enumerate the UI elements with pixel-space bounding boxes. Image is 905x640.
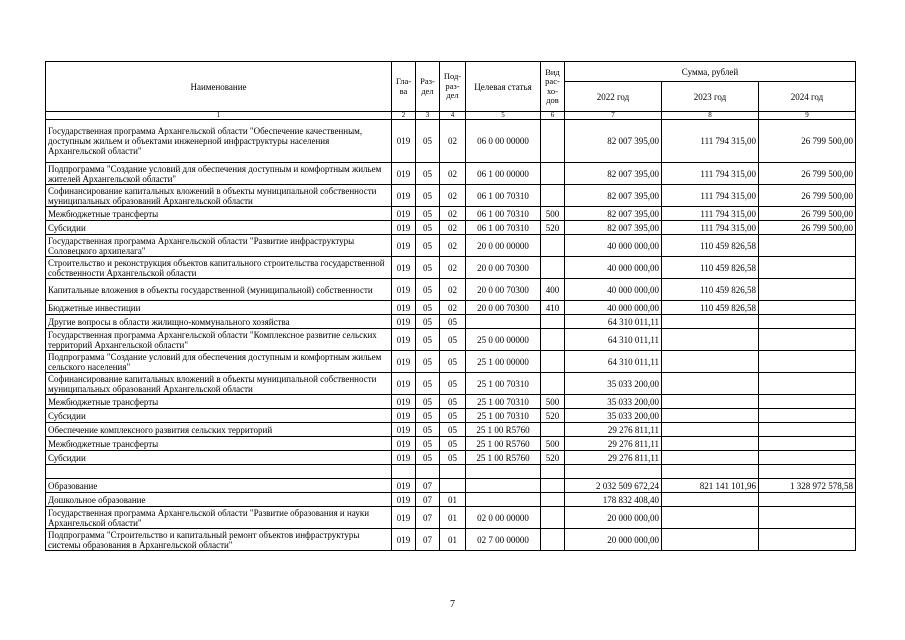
- row-chapter: [392, 465, 416, 479]
- row-section: 07: [416, 507, 440, 529]
- column-index: 1: [46, 112, 392, 120]
- row-section: 05: [416, 409, 440, 423]
- table-row: [46, 301, 856, 315]
- row-sum-2022: 20 000 000,00: [565, 529, 662, 551]
- row-sum-2022: [565, 465, 662, 479]
- row-sum-2023: [662, 507, 759, 529]
- row-name: Бюджетные инвестиции: [46, 301, 392, 315]
- table-row: [46, 279, 856, 301]
- row-sum-2022: 29 276 811,11: [565, 451, 662, 465]
- row-sum-2023: [662, 465, 759, 479]
- row-sum-2022: 82 007 395,00: [565, 221, 662, 235]
- row-section: 07: [416, 479, 440, 493]
- row-sum-2023: 110 459 826,58: [662, 279, 759, 301]
- row-sum-2023: 110 459 826,58: [662, 235, 759, 257]
- row-sum-2022: 64 310 011,11: [565, 329, 662, 351]
- row-name: Межбюджетные трансферты: [46, 207, 392, 221]
- table-row: [46, 315, 856, 329]
- row-sum-2023: 111 794 315,00: [662, 185, 759, 207]
- row-subsection: 01: [440, 493, 466, 507]
- row-sum-2023: 111 794 315,00: [662, 207, 759, 221]
- row-expense-type: 520: [541, 409, 565, 423]
- row-chapter: 019: [392, 207, 416, 221]
- row-subsection: 05: [440, 409, 466, 423]
- row-chapter: 019: [392, 185, 416, 207]
- row-chapter: 019: [392, 257, 416, 279]
- row-sum-2024: [759, 279, 856, 301]
- row-sum-2024: [759, 465, 856, 479]
- row-section: 05: [416, 315, 440, 329]
- table-row: [46, 373, 856, 395]
- row-expense-type: [541, 493, 565, 507]
- row-section: 05: [416, 329, 440, 351]
- row-subsection: 05: [440, 451, 466, 465]
- row-target: 06 0 00 00000: [466, 120, 541, 163]
- row-sum-2024: [759, 423, 856, 437]
- header-target: Целевая статья: [466, 62, 541, 112]
- row-target: 25 1 00 R5760: [466, 451, 541, 465]
- row-expense-type: [541, 351, 565, 373]
- row-sum-2023: 111 794 315,00: [662, 163, 759, 185]
- row-sum-2023: [662, 395, 759, 409]
- row-name: Образование: [46, 479, 392, 493]
- row-section: 05: [416, 451, 440, 465]
- table-body: [46, 120, 856, 551]
- row-sum-2023: [662, 329, 759, 351]
- row-name: Государственная программа Архангельской области "Обеспечение качественным, доступным жильем и объектами инженерной инфраструктуры населения Архангельской области": [46, 120, 392, 163]
- row-sum-2023: 111 794 315,00: [662, 221, 759, 235]
- row-name: Государственная программа Архангельской области "Развитие инфраструктуры Соловецкого архипелага": [46, 235, 392, 257]
- header-sum: Сумма, рублей: [565, 62, 856, 82]
- row-chapter: 019: [392, 301, 416, 315]
- row-sum-2024: 26 799 500,00: [759, 120, 856, 163]
- row-sum-2024: [759, 437, 856, 451]
- header-chapter: Гла-ва: [392, 62, 416, 112]
- header-year-2022: 2022 год: [565, 82, 662, 112]
- row-sum-2024: [759, 395, 856, 409]
- row-sum-2022: 82 007 395,00: [565, 163, 662, 185]
- row-target: 25 1 00 R5760: [466, 423, 541, 437]
- table-row: [46, 479, 856, 493]
- row-expense-type: 500: [541, 395, 565, 409]
- row-section: 05: [416, 207, 440, 221]
- row-target: 06 1 00 70310: [466, 185, 541, 207]
- row-sum-2022: 40 000 000,00: [565, 301, 662, 315]
- row-target: 20 0 00 70300: [466, 257, 541, 279]
- row-name: Строительство и реконструкция объектов капитального строительства государственной собственности Архангельской области: [46, 257, 392, 279]
- row-name: Межбюджетные трансферты: [46, 437, 392, 451]
- table-row: [46, 437, 856, 451]
- row-subsection: 01: [440, 529, 466, 551]
- table-row: [46, 221, 856, 235]
- row-chapter: 019: [392, 221, 416, 235]
- table-row: [46, 423, 856, 437]
- row-sum-2023: 821 141 101,96: [662, 479, 759, 493]
- row-chapter: 019: [392, 423, 416, 437]
- row-sum-2024: 26 799 500,00: [759, 185, 856, 207]
- column-index: 9: [759, 112, 856, 120]
- row-subsection: 05: [440, 373, 466, 395]
- row-subsection: 05: [440, 423, 466, 437]
- row-sum-2022: 82 007 395,00: [565, 120, 662, 163]
- row-subsection: 05: [440, 351, 466, 373]
- row-chapter: 019: [392, 163, 416, 185]
- row-section: 05: [416, 163, 440, 185]
- row-target: 20 0 00 70300: [466, 301, 541, 315]
- row-expense-type: [541, 507, 565, 529]
- row-chapter: 019: [392, 409, 416, 423]
- row-expense-type: 500: [541, 207, 565, 221]
- row-sum-2022: 20 000 000,00: [565, 507, 662, 529]
- row-chapter: 019: [392, 479, 416, 493]
- header-year-2023: 2023 год: [662, 82, 759, 112]
- row-expense-type: 500: [541, 437, 565, 451]
- row-subsection: 02: [440, 120, 466, 163]
- row-sum-2024: [759, 493, 856, 507]
- row-expense-type: [541, 329, 565, 351]
- row-sum-2022: 29 276 811,11: [565, 423, 662, 437]
- row-subsection: [440, 479, 466, 493]
- header-name: Наименование: [46, 62, 392, 112]
- row-sum-2023: [662, 493, 759, 507]
- row-subsection: 05: [440, 315, 466, 329]
- header-section: Раз-дел: [416, 62, 440, 112]
- row-expense-type: [541, 465, 565, 479]
- row-target: [466, 465, 541, 479]
- header-subsection: Под-раз-дел: [440, 62, 466, 112]
- row-target: 02 0 00 00000: [466, 507, 541, 529]
- row-chapter: 019: [392, 120, 416, 163]
- row-sum-2022: 82 007 395,00: [565, 207, 662, 221]
- table-row: [46, 257, 856, 279]
- row-name: Государственная программа Архангельской области "Комплексное развитие сельских территорий Архангельской области": [46, 329, 392, 351]
- row-expense-type: [541, 120, 565, 163]
- row-target: 06 1 00 70310: [466, 221, 541, 235]
- row-target: 25 1 00 70310: [466, 395, 541, 409]
- row-sum-2023: [662, 437, 759, 451]
- budget-table: [45, 61, 856, 551]
- row-chapter: 019: [392, 529, 416, 551]
- row-sum-2022: 35 033 200,00: [565, 409, 662, 423]
- table-row: [46, 120, 856, 163]
- page-number: 7: [450, 599, 455, 610]
- row-sum-2022: 29 276 811,11: [565, 437, 662, 451]
- row-name: Дошкольное образование: [46, 493, 392, 507]
- row-sum-2024: [759, 507, 856, 529]
- row-name: Софинансирование капитальных вложений в объекты муниципальной собственности муниципальных образований Архангельской области: [46, 373, 392, 395]
- row-target: 25 0 00 00000: [466, 329, 541, 351]
- table-row: [46, 235, 856, 257]
- row-sum-2023: 110 459 826,58: [662, 301, 759, 315]
- row-subsection: 01: [440, 507, 466, 529]
- row-sum-2022: 2 032 509 672,24: [565, 479, 662, 493]
- row-target: 20 0 00 00000: [466, 235, 541, 257]
- header-year-2024: 2024 год: [759, 82, 856, 112]
- row-subsection: 02: [440, 235, 466, 257]
- row-sum-2022: 40 000 000,00: [565, 279, 662, 301]
- row-chapter: 019: [392, 351, 416, 373]
- row-target: 25 1 00 00000: [466, 351, 541, 373]
- row-expense-type: 400: [541, 279, 565, 301]
- row-sum-2024: [759, 351, 856, 373]
- row-chapter: 019: [392, 437, 416, 451]
- column-index: 6: [541, 112, 565, 120]
- row-name: Субсидии: [46, 221, 392, 235]
- row-section: 05: [416, 221, 440, 235]
- row-name: [46, 465, 392, 479]
- row-expense-type: [541, 163, 565, 185]
- row-section: 05: [416, 120, 440, 163]
- row-section: 05: [416, 351, 440, 373]
- column-index: 5: [466, 112, 541, 120]
- row-target: [466, 493, 541, 507]
- row-sum-2023: [662, 351, 759, 373]
- header-row-top: [46, 62, 856, 82]
- row-expense-type: [541, 185, 565, 207]
- column-index: 7: [565, 112, 662, 120]
- row-sum-2022: 64 310 011,11: [565, 315, 662, 329]
- row-subsection: 02: [440, 301, 466, 315]
- row-sum-2023: [662, 315, 759, 329]
- row-sum-2024: [759, 529, 856, 551]
- row-section: 05: [416, 279, 440, 301]
- row-target: 25 1 00 70310: [466, 373, 541, 395]
- table-row: [46, 409, 856, 423]
- row-sum-2023: [662, 373, 759, 395]
- row-sum-2024: 26 799 500,00: [759, 163, 856, 185]
- row-sum-2024: [759, 315, 856, 329]
- row-section: 05: [416, 301, 440, 315]
- row-section: 05: [416, 373, 440, 395]
- row-name: Подпрограмма "Создание условий для обеспечения доступным и комфортным жильем жителей Архангельской области": [46, 163, 392, 185]
- row-subsection: 02: [440, 207, 466, 221]
- row-sum-2024: [759, 329, 856, 351]
- row-section: 05: [416, 235, 440, 257]
- row-subsection: 02: [440, 257, 466, 279]
- row-chapter: 019: [392, 395, 416, 409]
- row-sum-2022: 82 007 395,00: [565, 185, 662, 207]
- row-section: 07: [416, 529, 440, 551]
- row-chapter: 019: [392, 451, 416, 465]
- row-sum-2024: [759, 301, 856, 315]
- row-expense-type: [541, 373, 565, 395]
- table-row: [46, 529, 856, 551]
- row-sum-2022: 178 832 408,40: [565, 493, 662, 507]
- row-chapter: 019: [392, 315, 416, 329]
- row-name: Межбюджетные трансферты: [46, 395, 392, 409]
- row-name: Другие вопросы в области жилищно-коммунального хозяйства: [46, 315, 392, 329]
- row-sum-2023: [662, 423, 759, 437]
- table-row: [46, 465, 856, 479]
- table-row: [46, 395, 856, 409]
- row-expense-type: [541, 479, 565, 493]
- row-expense-type: [541, 235, 565, 257]
- table-row: [46, 351, 856, 373]
- row-subsection: 02: [440, 163, 466, 185]
- table-row: [46, 451, 856, 465]
- column-index: 2: [392, 112, 416, 120]
- row-sum-2024: [759, 451, 856, 465]
- row-sum-2024: [759, 257, 856, 279]
- row-name: Обеспечение комплексного развития сельских территорий: [46, 423, 392, 437]
- row-sum-2023: 111 794 315,00: [662, 120, 759, 163]
- row-sum-2024: 26 799 500,00: [759, 207, 856, 221]
- table-row: [46, 329, 856, 351]
- row-section: 05: [416, 423, 440, 437]
- row-sum-2023: [662, 409, 759, 423]
- row-sum-2022: 35 033 200,00: [565, 373, 662, 395]
- row-name: Субсидии: [46, 409, 392, 423]
- row-target: 25 1 00 70310: [466, 409, 541, 423]
- row-target: 06 1 00 00000: [466, 163, 541, 185]
- header-expense-type: Вид рас-хо-дов: [541, 62, 565, 112]
- row-section: 05: [416, 185, 440, 207]
- row-subsection: 02: [440, 185, 466, 207]
- row-chapter: 019: [392, 507, 416, 529]
- row-target: 02 7 00 00000: [466, 529, 541, 551]
- row-expense-type: 520: [541, 221, 565, 235]
- column-index: 8: [662, 112, 759, 120]
- row-subsection: 02: [440, 221, 466, 235]
- table-row: [46, 507, 856, 529]
- row-section: 05: [416, 395, 440, 409]
- table-row: [46, 163, 856, 185]
- row-section: 05: [416, 437, 440, 451]
- row-chapter: 019: [392, 493, 416, 507]
- row-sum-2023: [662, 451, 759, 465]
- row-expense-type: [541, 529, 565, 551]
- row-name: Субсидии: [46, 451, 392, 465]
- row-target: [466, 479, 541, 493]
- row-name: Государственная программа Архангельской области "Развитие образования и науки Архангельской области": [46, 507, 392, 529]
- row-expense-type: 410: [541, 301, 565, 315]
- row-chapter: 019: [392, 279, 416, 301]
- row-sum-2024: 1 328 972 578,58: [759, 479, 856, 493]
- row-expense-type: [541, 423, 565, 437]
- row-sum-2022: 35 033 200,00: [565, 395, 662, 409]
- row-target: [466, 315, 541, 329]
- row-sum-2023: [662, 529, 759, 551]
- row-target: 20 0 00 70300: [466, 279, 541, 301]
- row-sum-2024: [759, 235, 856, 257]
- row-expense-type: [541, 257, 565, 279]
- row-section: 07: [416, 493, 440, 507]
- row-name: Подпрограмма "Строительство и капитальный ремонт объектов инфраструктуры системы образования в Архангельской области": [46, 529, 392, 551]
- table-row: [46, 207, 856, 221]
- column-index-row: [46, 112, 856, 120]
- row-sum-2024: 26 799 500,00: [759, 221, 856, 235]
- row-subsection: 05: [440, 329, 466, 351]
- row-expense-type: [541, 315, 565, 329]
- row-subsection: 05: [440, 395, 466, 409]
- row-sum-2024: [759, 409, 856, 423]
- table-row: [46, 493, 856, 507]
- row-sum-2022: 64 310 011,11: [565, 351, 662, 373]
- row-chapter: 019: [392, 373, 416, 395]
- row-target: 25 1 00 R5760: [466, 437, 541, 451]
- table-row: [46, 185, 856, 207]
- row-section: 05: [416, 257, 440, 279]
- row-name: Софинансирование капитальных вложений в объекты муниципальной собственности муниципальных образований Архангельской области: [46, 185, 392, 207]
- row-subsection: 02: [440, 279, 466, 301]
- row-sum-2022: 40 000 000,00: [565, 257, 662, 279]
- row-sum-2023: 110 459 826,58: [662, 257, 759, 279]
- row-expense-type: 520: [541, 451, 565, 465]
- row-subsection: 05: [440, 437, 466, 451]
- row-name: Подпрограмма "Создание условий для обеспечения доступным и комфортным жильем сельского населения": [46, 351, 392, 373]
- row-section: [416, 465, 440, 479]
- row-chapter: 019: [392, 235, 416, 257]
- column-index: 3: [416, 112, 440, 120]
- row-chapter: 019: [392, 329, 416, 351]
- row-sum-2022: 40 000 000,00: [565, 235, 662, 257]
- row-name: Капитальные вложения в объекты государственной (муниципальной) собственности: [46, 279, 392, 301]
- row-subsection: [440, 465, 466, 479]
- row-sum-2024: [759, 373, 856, 395]
- row-target: 06 1 00 70310: [466, 207, 541, 221]
- column-index: 4: [440, 112, 466, 120]
